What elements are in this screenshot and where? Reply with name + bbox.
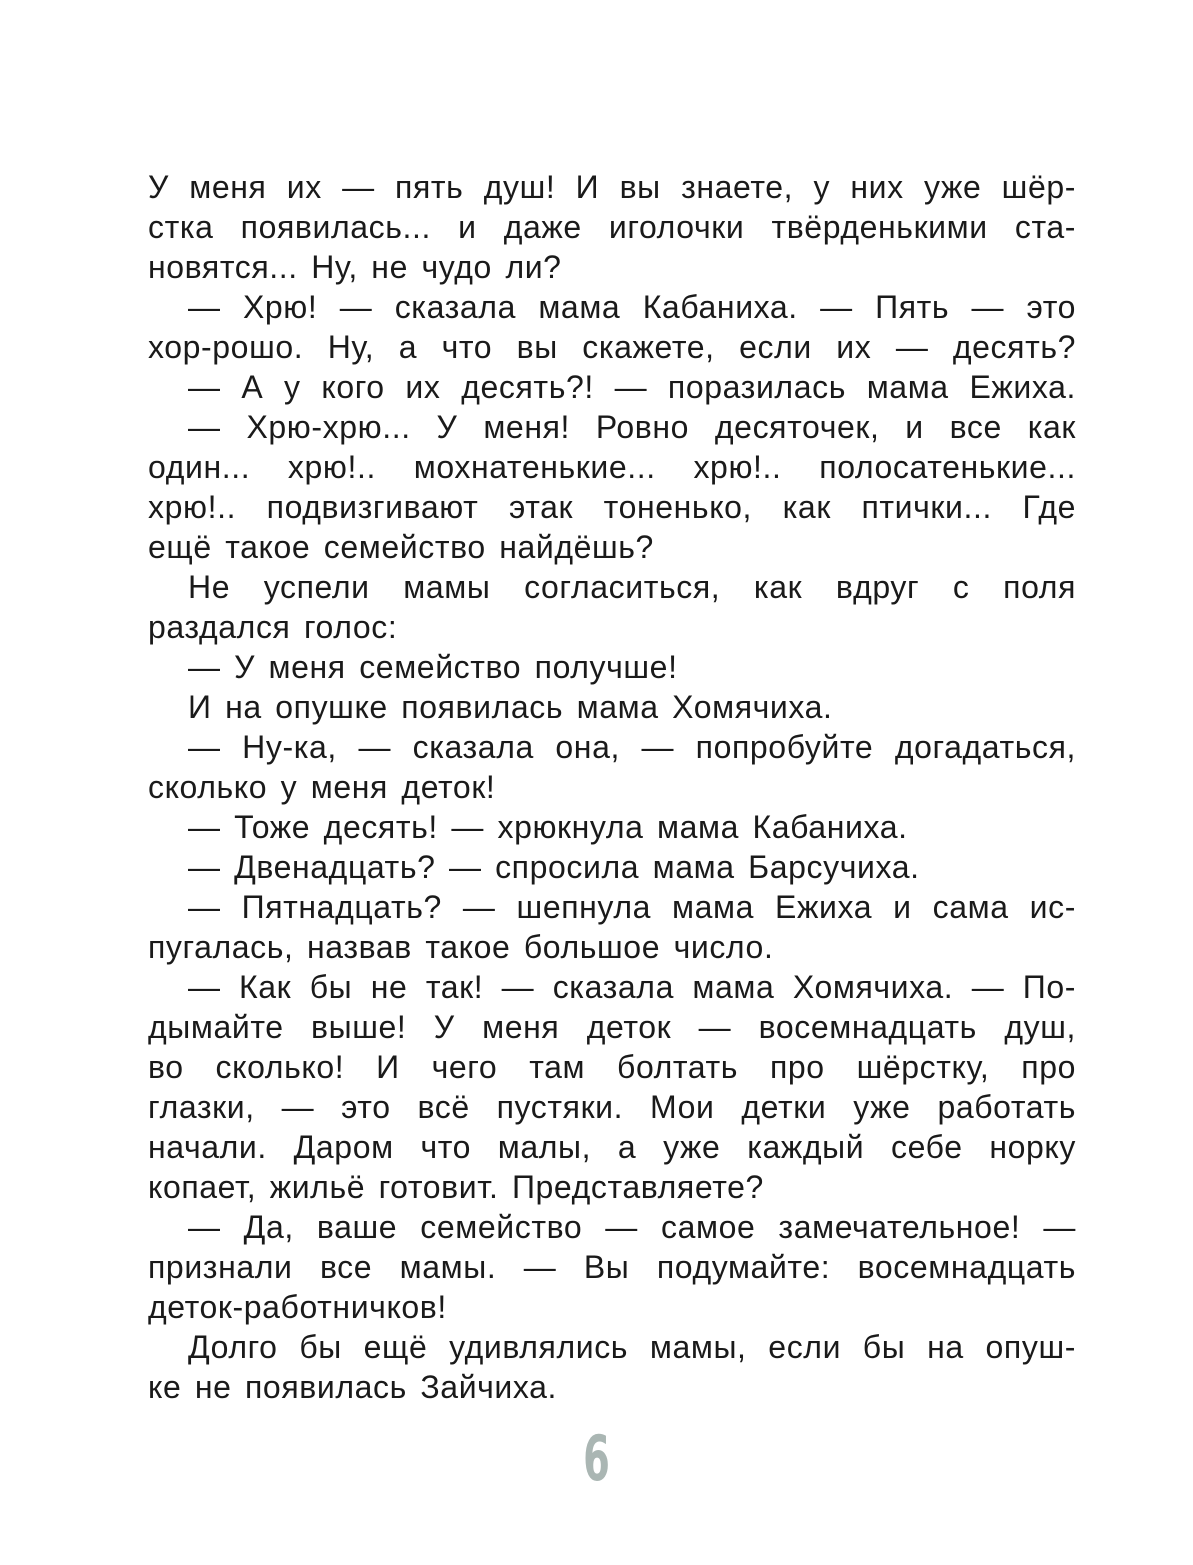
text-line: — А у кого их десять?! — поразилась мама Ежиха. <box>188 369 1076 405</box>
text-line: стка появилась... и даже иголочки твёрденькими ста- <box>148 209 1076 245</box>
text-line: — Пятнадцать? — шепнула мама Ежиха и сама ис- <box>188 889 1076 925</box>
text-line: — Да, ваше семейство — самое замечательное! — <box>188 1209 1076 1245</box>
text-line: — Тоже десять! — хрюкнула мама Кабаниха. <box>188 809 908 845</box>
text-line: — Ну-ка, — сказала она, — попробуйте догадаться, <box>188 729 1076 765</box>
page-text <box>148 167 1076 1407</box>
text-line: один... хрю!.. мохнатенькие... хрю!.. полосатенькие... <box>148 449 1076 485</box>
text-line: — Хрю! — сказала мама Кабаниха. — Пять — это <box>188 289 1076 325</box>
text-line: копает, жильё готовит. Представляете? <box>148 1169 764 1205</box>
text-line: Не успели мамы согласиться, как вдруг с поля <box>188 569 1076 605</box>
text-line: — Двенадцать? — спросила мама Барсучиха. <box>188 849 920 885</box>
text-line: сколько у меня деток! <box>148 769 496 805</box>
text-line: — Хрю-хрю... У меня! Ровно десяточек, и все как <box>188 409 1076 445</box>
text-line: глазки, — это всё пустяки. Мои детки уже работать <box>148 1089 1076 1125</box>
page-number: 6 <box>583 1422 610 1495</box>
text-line: дымайте выше! У меня деток — восемнадцать душ, <box>148 1009 1076 1045</box>
text-line: хрю!.. подвизгивают этак тоненько, как птички... Где <box>148 489 1076 525</box>
text-line: признали все мамы. — Вы подумайте: восемнадцать <box>148 1249 1076 1285</box>
text-line: Долго бы ещё удивлялись мамы, если бы на опуш- <box>188 1329 1076 1365</box>
text-line: ке не появилась Зайчиха. <box>148 1369 558 1405</box>
text-line: во сколько! И чего там болтать про шёрстку, про <box>148 1049 1076 1085</box>
text-line: начали. Даром что малы, а уже каждый себе норку <box>148 1129 1076 1165</box>
text-line: — Как бы не так! — сказала мама Хомячиха. — По- <box>188 969 1076 1005</box>
text-line: У меня их — пять душ! И вы знаете, у них уже шёр- <box>148 169 1076 205</box>
text-line: пугалась, назвав такое большое число. <box>148 929 774 965</box>
text-line: — У меня семейство получше! <box>188 649 678 685</box>
text-line: раздался голос: <box>148 609 398 645</box>
text-line: хор-рошо. Ну, а что вы скажете, если их — десять? <box>148 329 1076 365</box>
text-line: ещё такое семейство найдёшь? <box>148 529 654 565</box>
text-line: И на опушке появилась мама Хомячиха. <box>188 689 833 725</box>
text-line: новятся... Ну, не чудо ли? <box>148 249 562 285</box>
text-line: деток-работничков! <box>148 1289 447 1325</box>
